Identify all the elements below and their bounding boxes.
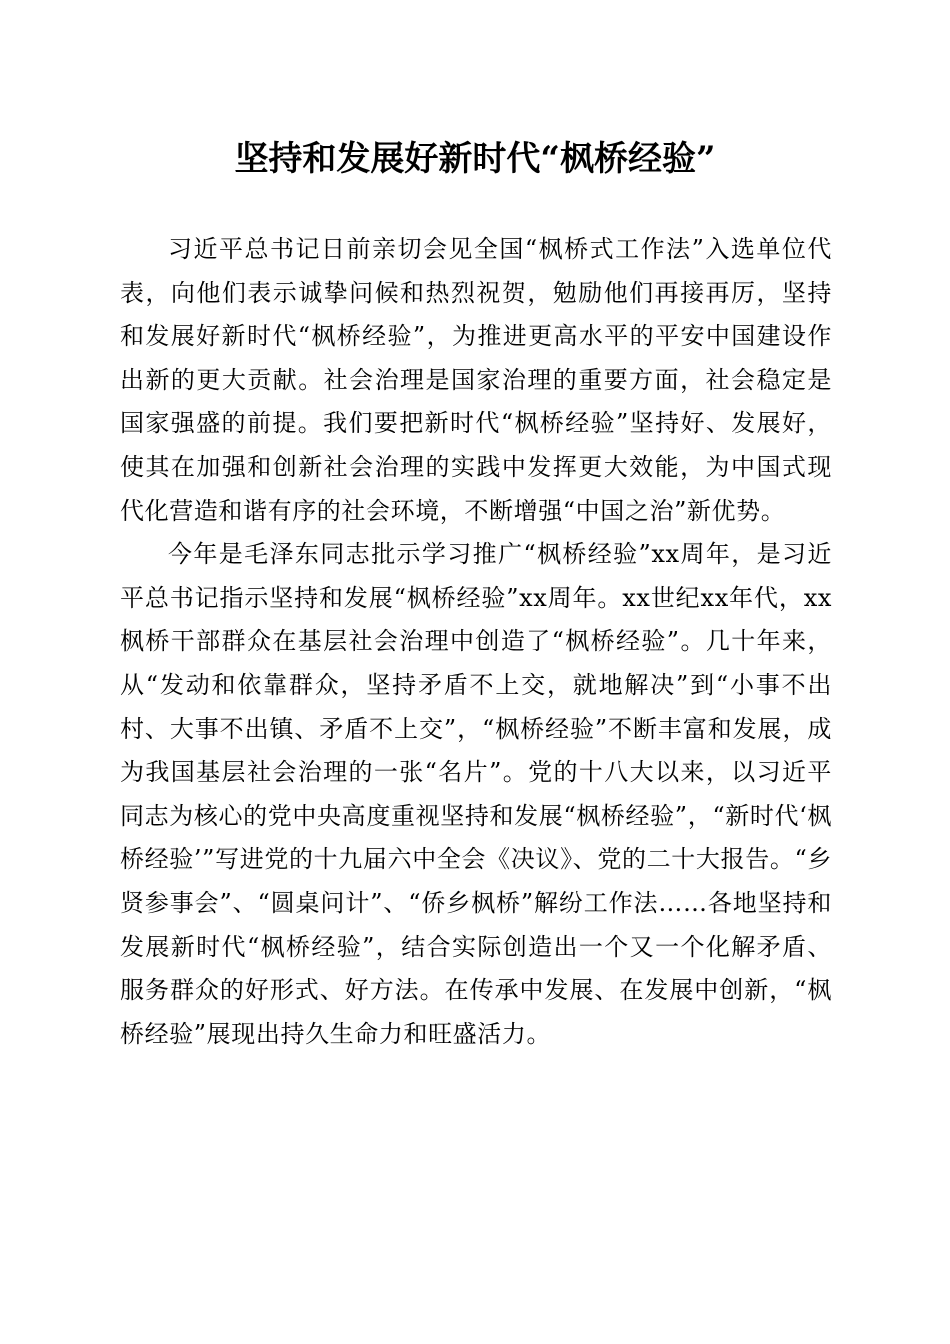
paragraph: 今年是毛泽东同志批示学习推广“枫桥经验”xx周年，是习近平总书记指示坚持和发展“枫桥经验”xx周年。xx世纪xx年代，xx枫桥干部群众在基层社会治理中创造了“枫桥经验”。几十年来，从“发动和依靠群众，坚持矛盾不上交，就地解决”到“小事不出村、大事不出镇、矛盾不上交”，“枫桥经验”不断丰富和发展，成为我国基层社会治理的一张“名片”。党的十八大以来，以习近平同志为核心的党中央高度重视坚持和发展“枫桥经验”，“新时代‘枫桥经验’”写进党的十九届六中全会《决议》、党的二十大报告。“乡贤参事会”、“圆桌问计”、“侨乡枫桥”解纷工作法……各地坚持和发展新时代“枫桥经验”，结合实际创造出一个又一个化解矛盾、服务群众的好形式、好方法。在传承中发展、在发展中创新，“枫桥经验”展现出持久生命力和旺盛活力。: [120, 540, 832, 1048]
document-title: 坚持和发展好新时代“枫桥经验”: [234, 139, 716, 179]
paragraph: 习近平总书记日前亲切会见全国“枫桥式工作法”入选单位代表，向他们表示诚挚问候和热烈祝贺，勉励他们再接再厉，坚持和发展好新时代“枫桥经验”，为推进更高水平的平安中国建设作出新的更大贡献。社会治理是国家治理的重要方面，社会稳定是国家强盛的前提。我们要把新时代“枫桥经验”坚持好、发展好，使其在加强和创新社会治理的实践中发挥更大效能，为中国式现代化营造和谐有序的社会环境，不断增强“中国之治”新优势。: [120, 235, 832, 525]
document-body: [120, 228, 832, 1056]
